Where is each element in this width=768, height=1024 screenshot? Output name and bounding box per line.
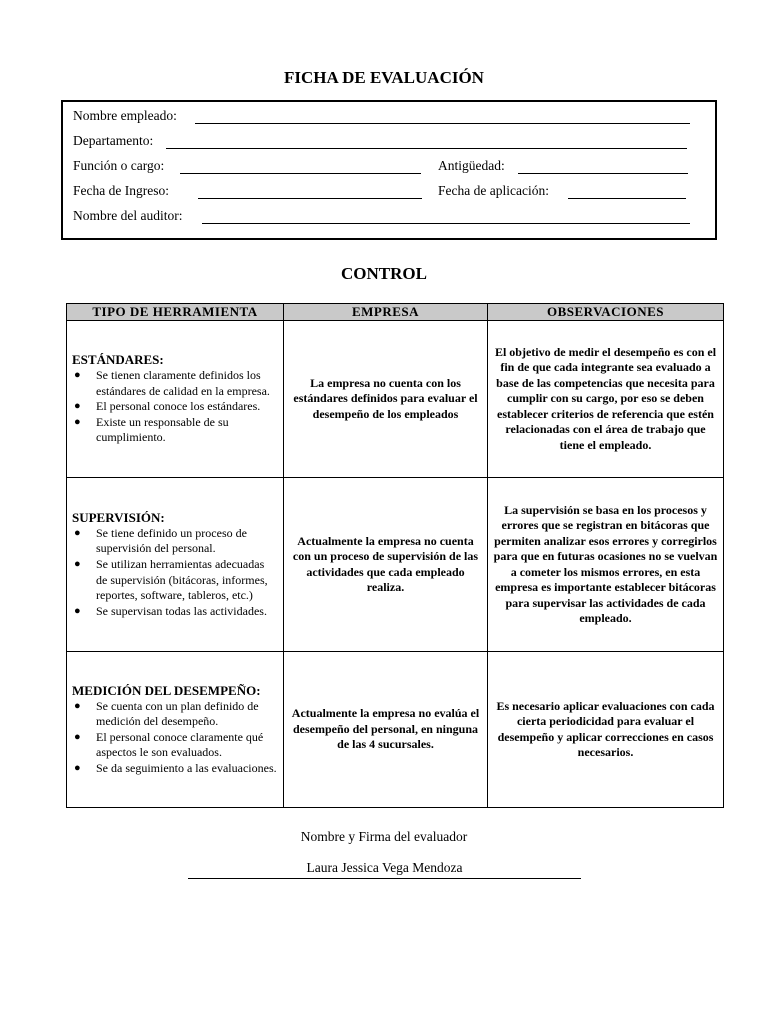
criteria-text: El personal conoce los estándares. xyxy=(96,399,261,414)
bullet-icon: ● xyxy=(74,415,81,428)
section-title: CONTROL xyxy=(341,264,427,283)
column-header: OBSERVACIONES xyxy=(488,304,724,321)
field-label: Función o cargo: xyxy=(73,158,165,173)
field-label: Departamento: xyxy=(73,133,154,148)
empresa-cell: La empresa no cuenta con los estándares definidos para evaluar el desempeño de los empleados xyxy=(284,321,488,478)
bullet-icon: ● xyxy=(74,699,81,712)
criteria-list xyxy=(72,699,278,777)
criteria-text: Se da seguimiento a las evaluaciones. xyxy=(96,760,277,775)
list-item xyxy=(72,557,278,604)
tool-heading: SUPERVISIÓN: xyxy=(72,509,165,525)
empresa-cell: Actualmente la empresa no cuenta con un proceso de supervisión de las actividades que cada empleado realiza. xyxy=(284,478,488,652)
bullet-icon: ● xyxy=(74,400,81,413)
field-label: Nombre empleado: xyxy=(73,108,177,123)
observaciones-cell: El objetivo de medir el desempeño es con el fin de que cada integrante sea evaluado a base de las competencias que necesita para cumplir con su cargo, por eso se deben establecer criterios de referencia que estén relacionadas con el área de trabajo que tiene el empleado. xyxy=(488,321,724,478)
fecha-ingreso-blank[interactable] xyxy=(198,183,422,199)
field-label: Antigüedad: xyxy=(438,158,505,173)
criteria-text: El personal conoce claramente qué aspectos le son evaluados. xyxy=(96,729,264,760)
observaciones-cell: La supervisión se basa en los procesos y errores que se registran en bitácoras que permiten analizar esos errores y corregirlos para que en futuras ocasiones no se vuelvan a cometer los mismos errores, en esta empresa es importante establecer bitácoras para supervisar las actividades de cada empleado. xyxy=(488,478,724,652)
list-item xyxy=(72,730,278,761)
tool-heading: MEDICIÓN DEL DESEMPEÑO: xyxy=(72,682,261,698)
bullet-icon: ● xyxy=(74,604,81,617)
table-row xyxy=(67,321,724,478)
list-item xyxy=(72,526,278,557)
bullet-icon: ● xyxy=(74,730,81,743)
funcion-blank[interactable] xyxy=(180,158,421,174)
antiguedad-blank[interactable] xyxy=(518,158,688,174)
column-header: TIPO DE HERRAMIENTA xyxy=(67,304,284,321)
document-title: FICHA DE EVALUACIÓN xyxy=(284,68,484,87)
nombre-auditor-blank[interactable] xyxy=(202,208,690,224)
list-item xyxy=(72,415,278,446)
tool-cell xyxy=(67,652,284,808)
field-label: Fecha de Ingreso: xyxy=(73,183,169,198)
fecha-aplicacion-blank[interactable] xyxy=(568,183,686,199)
bullet-icon: ● xyxy=(74,557,81,570)
list-item xyxy=(72,399,278,415)
column-header: EMPRESA xyxy=(284,304,488,321)
table-row xyxy=(67,652,724,808)
list-item xyxy=(72,604,278,620)
field-label: Fecha de aplicación: xyxy=(438,183,549,198)
criteria-text: Se tiene definido un proceso de supervisión del personal. xyxy=(96,525,247,556)
criteria-text: Se utilizan herramientas adecuadas de supervisión (bitácoras, informes, reportes, software, tableros, etc.) xyxy=(96,556,268,603)
nombre-empleado-blank[interactable] xyxy=(195,108,690,124)
tool-cell xyxy=(67,478,284,652)
employee-info-box xyxy=(61,100,717,240)
evaluator-name: Laura Jessica Vega Mendoza xyxy=(306,860,463,875)
criteria-text: Existe un responsable de su cumplimiento. xyxy=(96,414,229,445)
signature-line xyxy=(188,860,581,879)
empresa-cell: Actualmente la empresa no evalúa el desempeño del personal, en ninguna de las 4 sucursales. xyxy=(284,652,488,808)
table-row xyxy=(67,478,724,652)
observaciones-cell: Es necesario aplicar evaluaciones con cada cierta periodicidad para evaluar el desempeño y aplicar correcciones en casos necesarios. xyxy=(488,652,724,808)
criteria-text: Se tienen claramente definidos los estándares de calidad en la empresa. xyxy=(96,368,270,398)
control-table xyxy=(66,303,724,808)
departamento-blank[interactable] xyxy=(166,133,687,149)
criteria-list xyxy=(72,368,278,446)
tool-cell xyxy=(67,321,284,478)
bullet-icon: ● xyxy=(74,369,81,382)
table-header-row xyxy=(67,304,724,321)
list-item xyxy=(72,699,278,730)
bullet-icon: ● xyxy=(74,761,81,774)
tool-heading: ESTÁNDARES: xyxy=(72,352,164,368)
criteria-text: Se cuenta con un plan definido de medición del desempeño. xyxy=(96,698,259,729)
bullet-icon: ● xyxy=(74,526,81,539)
criteria-list xyxy=(72,526,278,620)
signature-label: Nombre y Firma del evaluador xyxy=(300,829,468,844)
list-item xyxy=(72,368,278,399)
criteria-text: Se supervisan todas las actividades. xyxy=(96,603,267,618)
field-label: Nombre del auditor: xyxy=(73,208,183,223)
list-item xyxy=(72,761,278,777)
